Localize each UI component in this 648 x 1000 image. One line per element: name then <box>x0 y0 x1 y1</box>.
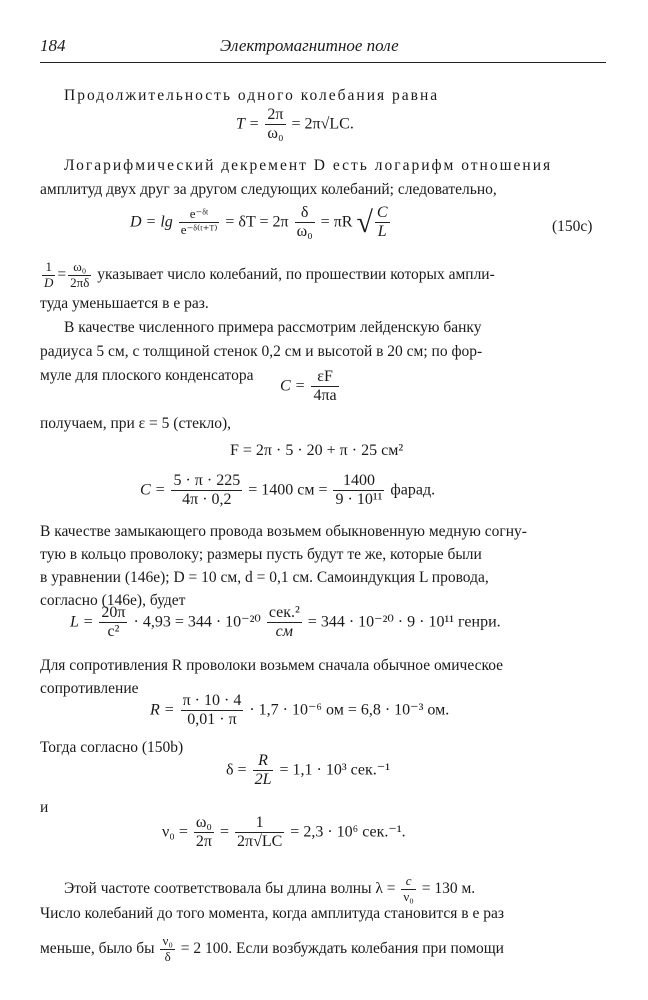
text-line-6: В качестве численного примера рассмотрим лейденскую банку <box>64 319 482 336</box>
eq-nu-tail: = 2,3 · 10⁶ сек.⁻¹. <box>290 823 406 841</box>
eq-nu-fraction <box>194 814 214 852</box>
equation-area: F = 2π · 5 · 20 + π · 25 см² <box>230 442 404 459</box>
eq-D-den2: ω₀ <box>296 223 313 241</box>
text-line-20-head: меньше, было бы <box>40 940 155 957</box>
eq-C2-lhs: C = <box>140 481 166 499</box>
lambda-fraction <box>401 874 415 905</box>
eq-nu-den2: 2π√LC <box>236 833 283 851</box>
eq-period-fraction <box>265 106 285 144</box>
ratio-fraction-1 <box>42 260 55 291</box>
eq-L-den2: см <box>275 623 293 641</box>
eq-L-fraction <box>99 604 127 642</box>
text-line-18-tail: = 130 м. <box>421 880 476 897</box>
text-line-4-tail: указывает число колебаний, по прошествии которых ампли- <box>97 266 495 283</box>
text-line-20-tail: = 2 100. Если возбуждать колебания при помощи <box>180 940 504 957</box>
eq-D-rhs: = πR <box>320 213 353 231</box>
ratio-num1: 1 <box>42 260 55 276</box>
text-line-10: В качестве замыкающего провода возьмем обыкновенную медную согну- <box>40 523 527 540</box>
eq-C-num: εF <box>311 368 338 387</box>
text-line-4: $\frac{1}{D}$ = $\frac{\text{ω₀}}{2\pi\delta}$ указывает число колебаний, по прошествии которых ампли- <box>44 259 495 290</box>
eq-L-lhs: L = <box>70 613 94 631</box>
eq-C2-fraction <box>171 472 242 510</box>
eq-R-fraction <box>181 692 244 730</box>
eq-period-rhs: = 2π√LC. <box>291 115 354 133</box>
text-line-7: радиуса 5 см, с толщиной стенок 0,2 см и высотой в 20 см; по фор- <box>40 343 483 360</box>
eq-nu-num2: 1 <box>235 814 284 833</box>
eq-delta-fraction <box>253 752 274 790</box>
text-line-18 <box>64 874 634 905</box>
text-line-18-head: Этой частоте соответствовала бы длина волны λ = <box>64 880 396 897</box>
eq-C2-den2: 9 · 10¹¹ <box>335 491 383 509</box>
text-line-3: амплитуд двух друг за другом следующих колебаний; следовательно, <box>40 181 497 198</box>
eq-C2-den: 4π · 0,2 <box>182 491 232 509</box>
eq-L-mid: · 4,93 = 344 · 10⁻²⁰ <box>133 613 261 631</box>
equation-number-150c: (150c) <box>552 218 593 235</box>
eq-D-num2: δ <box>295 204 315 223</box>
eq-C2-fraction-2 <box>333 472 384 510</box>
ratio-fraction-2 <box>68 260 91 291</box>
equation-frequency <box>162 814 406 852</box>
text-line-5: туда уменьшается в e раз. <box>40 295 209 312</box>
eq-R-den: 0,01 · π <box>187 711 237 729</box>
sqrt-sign: √ <box>356 205 373 239</box>
ratio-den1: D <box>44 274 54 290</box>
equation-capacitor <box>280 368 341 406</box>
eq-C2-num: 5 · π · 225 <box>171 472 242 491</box>
text-line-14: Для сопротивления R проволоки возьмем сначала обычное омическое <box>40 657 504 674</box>
eq-C2-mid: = 1400 см = <box>248 481 328 499</box>
eq-L-num2: сек.² <box>267 604 302 623</box>
eq-nu-lhs: ν₀ = <box>162 823 188 841</box>
text-line-2: Логарифмический декремент D есть логарифм отношения <box>64 157 553 174</box>
text-line-17: и <box>40 799 49 816</box>
text-line-8: муле для плоского конденсатора <box>40 367 254 384</box>
eq-D-root-den: L <box>377 223 387 241</box>
running-title: Электромагнитное поле <box>220 36 399 55</box>
eq-delta-lhs: δ = <box>226 761 247 779</box>
eq-R-tail: · 1,7 · 10⁻⁶ ом = 6,8 · 10⁻³ ом. <box>249 701 450 719</box>
eq-nu-fraction-2 <box>235 814 284 852</box>
equation-inductance <box>70 604 501 642</box>
eq-nu-num: ω₀ <box>194 814 214 833</box>
text-line-9: получаем, при ε = 5 (стекло), <box>40 415 232 432</box>
eq-period-lhs: T = <box>236 115 260 133</box>
eq-D-mid: = δT = 2π <box>225 213 289 231</box>
ratio-num2: ω₀ <box>68 260 91 276</box>
eq-C2-num2: 1400 <box>333 472 384 491</box>
eq-C-lhs: C = <box>280 377 306 395</box>
eq-C2-tail: фарад. <box>390 481 436 499</box>
eq-C-fraction <box>311 368 338 406</box>
eq-period-den: ω₀ <box>267 125 284 143</box>
eq-D-fraction-2 <box>295 204 315 242</box>
equation-resistance <box>150 692 449 730</box>
lambda-den: ν₀ <box>403 888 414 904</box>
text-line-1: Продолжительность одного колебания равна <box>64 87 440 104</box>
eq-D-root-num: C <box>375 204 390 223</box>
eq-D-fraction <box>179 207 220 238</box>
lambda-num: c <box>401 874 415 890</box>
eq-D-den: e⁻ᵟ⁽ᵗ⁺ᵀ⁾ <box>180 222 218 238</box>
eq-delta-den: 2L <box>254 771 272 789</box>
eq-D-num: e⁻ᵟᵗ <box>179 207 220 223</box>
eq-delta-num: R <box>253 752 274 771</box>
eq-R-num: π · 10 · 4 <box>181 692 244 711</box>
text-line-20 <box>40 934 610 965</box>
eq-nu-den: 2π <box>195 833 212 851</box>
eq-L-fraction-2 <box>267 604 302 642</box>
eq-D-lhs: D = lg <box>130 213 173 231</box>
text-line-13: согласно (146e), будет <box>40 592 186 609</box>
equation-capacitance <box>140 472 435 510</box>
equation-damping <box>226 752 390 790</box>
equation-period <box>236 106 354 144</box>
text-line-16: Тогда согласно (150b) <box>40 739 184 756</box>
text-line-11: тую в кольцо проволоку; размеры пусть будут те же, которые были <box>40 546 482 563</box>
eq-D-root-fraction <box>375 204 390 242</box>
running-header <box>40 36 606 64</box>
header-rule <box>40 62 606 63</box>
equation-decrement <box>130 204 392 242</box>
eq-C-den: 4πa <box>313 387 337 405</box>
eq-nu-mid: = <box>219 823 229 841</box>
eq-R-lhs: R = <box>150 701 175 719</box>
text-line-19: Число колебаний до того момента, когда амплитуда становится в e раз <box>40 905 504 922</box>
page-number: 184 <box>40 36 66 55</box>
ratio-den2: 2πδ <box>70 274 90 290</box>
count-num: ν₀ <box>162 933 173 948</box>
eq-delta-tail: = 1,1 · 10³ сек.⁻¹ <box>279 761 391 779</box>
text-line-15: сопротивление <box>40 680 139 697</box>
eq-L-tail: = 344 · 10⁻²⁰ · 9 · 10¹¹ генри. <box>307 613 501 631</box>
count-fraction <box>160 934 174 965</box>
eq-L-num: 20π <box>99 604 127 623</box>
eq-period-num: 2π <box>265 106 285 125</box>
text-line-12: в уравнении (146e); D = 10 см, d = 0,1 см. Самоиндукция L провода, <box>40 569 489 586</box>
eq-L-den: c² <box>107 623 120 641</box>
count-den: δ <box>164 948 171 964</box>
